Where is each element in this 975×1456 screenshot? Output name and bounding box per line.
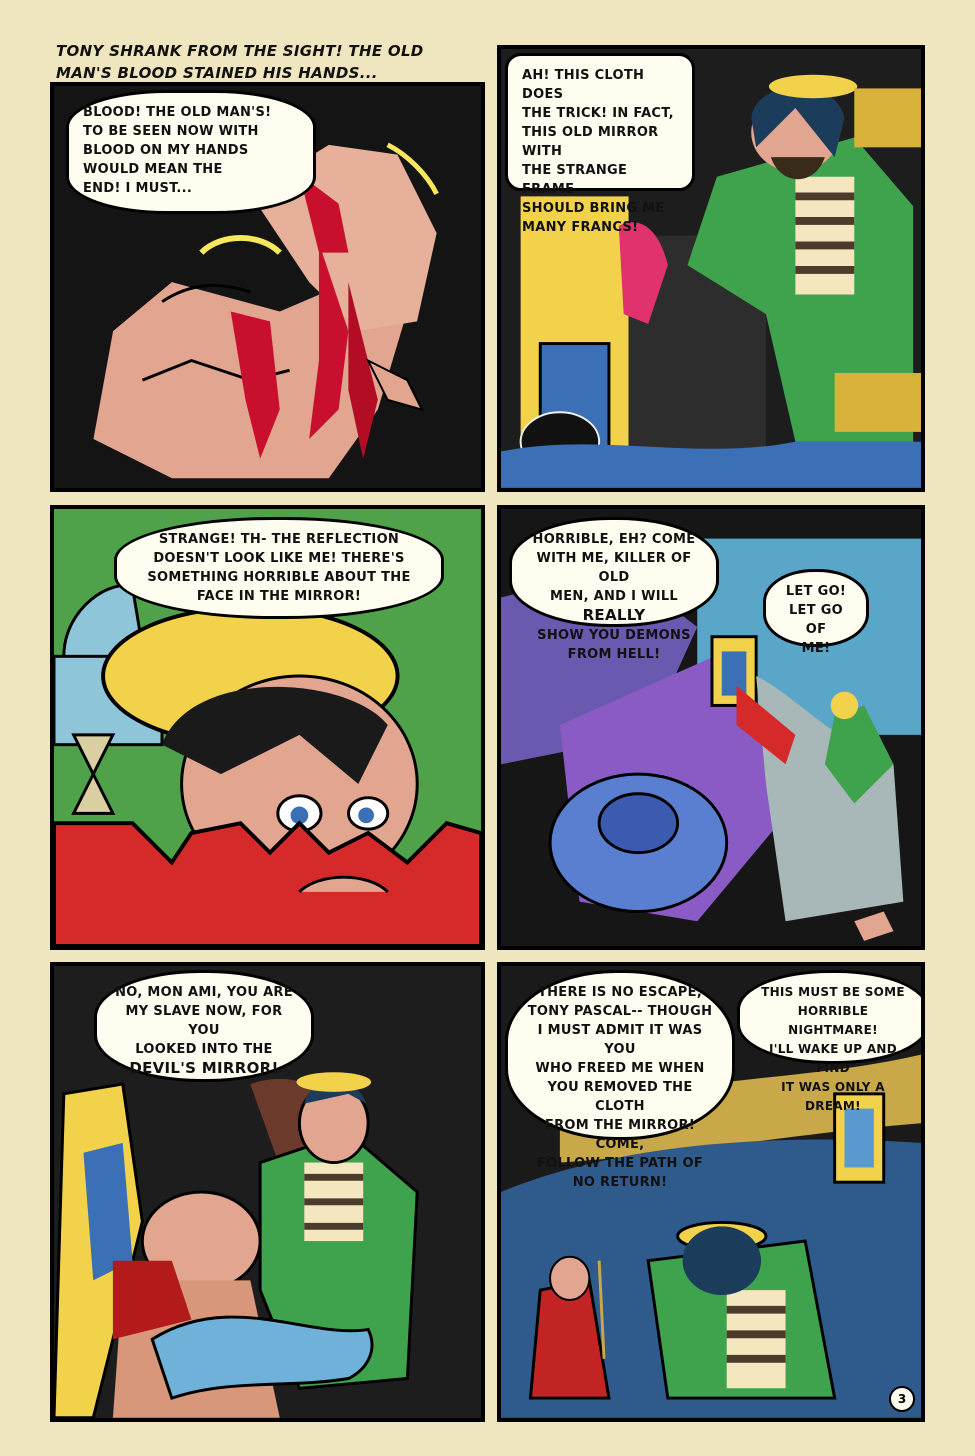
speech-balloon-p6-tony xyxy=(737,970,925,1113)
speech-emphasis: DEVIL'S MIRROR! xyxy=(129,1059,279,1077)
speech-balloon-p4-tony xyxy=(763,569,869,656)
speech-text: HORRIBLE, EH? COME WITH ME, KILLER OF OLD MEN, AND I WILL xyxy=(532,532,696,604)
speech-emphasis: REALLY xyxy=(582,606,646,624)
speech-balloon-p5 xyxy=(94,970,314,1082)
speech-text: THERE IS NO ESCAPE, TONY PASCAL-- THOUGH I MUST ADMIT IT WAS YOU WHO FREED ME WHEN YOU REMOVED THE CLOTH FROM THE MIRROR! COME, FOLLOW THE PATH OF NO RETURN! xyxy=(527,985,713,1190)
speech-text: NO, MON AMI, YOU ARE MY SLAVE NOW, FOR YOU LOOKED INTO THE xyxy=(115,985,293,1057)
page-number-badge: 3 xyxy=(889,1386,915,1412)
speech-text: SHOW YOU DEMONS FROM HELL! xyxy=(537,628,691,662)
speech-balloon-p1 xyxy=(66,90,316,214)
panel-4-demon-mirror xyxy=(497,505,925,950)
speech-text: STRANGE! TH- THE REFLECTION DOESN'T LOOK LIKE ME! THERE'S SOMETHING HORRIBLE ABOUT THE FACE IN THE MIRROR! xyxy=(147,532,411,604)
speech-balloon-p2 xyxy=(505,53,695,235)
panel-1-bloody-hands xyxy=(50,82,485,492)
speech-balloon-p3 xyxy=(114,517,444,619)
speech-text: AH! THIS CLOTH DOES THE TRICK! IN FACT, THIS OLD MIRROR WITH THE STRANGE FRAME SHOULD BRING ME MANY FRANCS! xyxy=(522,68,674,235)
speech-text: BLOOD! THE OLD MAN'S! TO BE SEEN NOW WITH BLOOD ON MY HANDS WOULD MEAN THE END! I MUST... xyxy=(83,105,272,196)
caption-box: TONY SHRANK FROM THE SIGHT! THE OLD MAN'S BLOOD STAINED HIS HANDS... xyxy=(56,42,424,82)
speech-text: THIS MUST BE SOME HORRIBLE NIGHTMARE! I'LL WAKE UP AND FIND IT WAS ONLY A DREAM! xyxy=(761,985,905,1113)
speech-balloon-p6-devil xyxy=(505,970,735,1190)
panel-6-path-of-no-return xyxy=(497,962,925,1422)
speech-balloon-p4-demon xyxy=(509,517,719,662)
panel-2-man-with-cloth xyxy=(497,45,925,492)
panel-5-devil-grabs xyxy=(50,962,485,1422)
speech-text: LET GO! LET GO OF ME! xyxy=(785,584,847,656)
panel-3-reflection xyxy=(50,505,485,950)
